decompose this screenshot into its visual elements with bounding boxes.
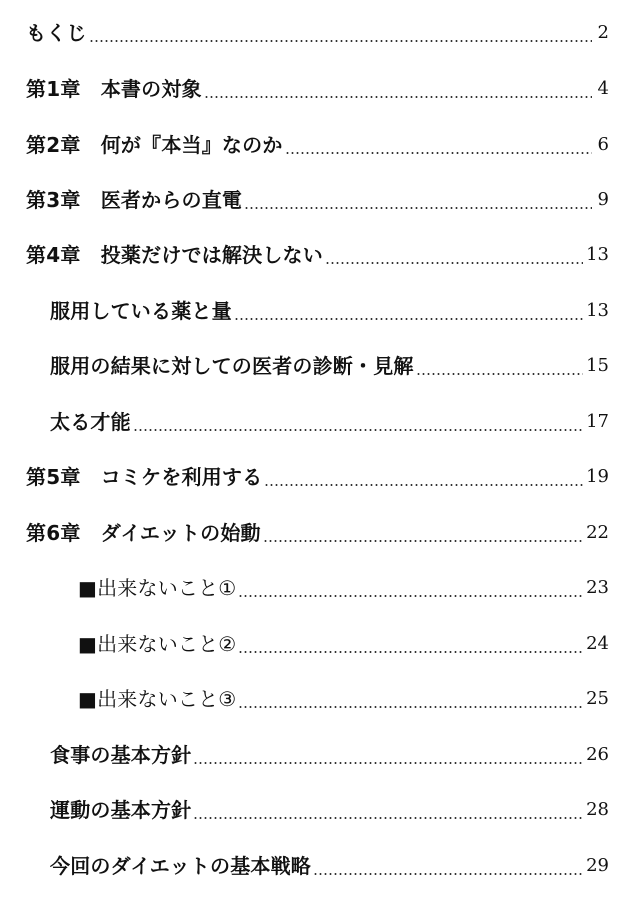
toc-entry-title: ■出来ないこと② — [78, 632, 237, 656]
toc-entry-page: 26 — [586, 744, 609, 765]
toc-entry-title: 運動の基本方針 — [50, 798, 192, 822]
dot-leader — [204, 96, 592, 98]
toc-entry-page: 13 — [586, 300, 609, 321]
toc-entry-title: 服用している薬と量 — [50, 299, 232, 323]
toc-entry[interactable] — [0, 737, 609, 773]
dot-leader — [313, 873, 583, 875]
toc-entry[interactable] — [0, 348, 609, 384]
dot-leader — [285, 152, 592, 154]
toc-entry-page: 9 — [597, 189, 609, 210]
toc-entry-title: 太る才能 — [50, 410, 131, 434]
toc-entry[interactable] — [0, 792, 609, 828]
dot-leader — [238, 595, 583, 597]
toc-entry-title: 第5章 コミケを利用する — [26, 465, 263, 489]
toc-entry-page: 6 — [597, 134, 609, 155]
toc-entry[interactable] — [0, 404, 609, 440]
toc-entry[interactable] — [0, 15, 609, 51]
toc-entry[interactable] — [0, 570, 609, 606]
toc-entry-page: 4 — [597, 78, 609, 99]
dot-leader — [244, 207, 592, 209]
dot-leader — [133, 429, 583, 431]
toc-entry[interactable] — [0, 681, 609, 717]
toc-entry-title: 第1章 本書の対象 — [26, 77, 202, 101]
toc-entry-title: 今回のダイエットの基本戦略 — [50, 854, 311, 878]
toc-entry-page: 25 — [586, 688, 609, 709]
toc-entry-title: 第3章 医者からの直電 — [26, 188, 243, 212]
dot-leader — [238, 706, 583, 708]
toc-entry-title: ■出来ないこと① — [78, 576, 237, 600]
dot-leader — [263, 540, 583, 542]
toc-entry-title: ■出来ないこと③ — [78, 687, 237, 711]
toc-entry-page: 23 — [586, 577, 609, 598]
dot-leader — [193, 817, 583, 819]
toc-entry-page: 22 — [586, 522, 609, 543]
toc-entry[interactable] — [0, 237, 609, 273]
dot-leader — [89, 40, 592, 42]
toc-entry-page: 17 — [586, 411, 609, 432]
toc-entry-title: もくじ — [26, 21, 87, 45]
toc-entry[interactable] — [0, 848, 609, 884]
toc-entry-page: 13 — [586, 244, 609, 265]
toc-entry-page: 28 — [586, 799, 609, 820]
toc-entry-page: 19 — [586, 466, 609, 487]
toc-entry-page: 29 — [586, 855, 609, 876]
dot-leader — [325, 262, 583, 264]
toc-entry-page: 15 — [586, 355, 609, 376]
toc-entry[interactable] — [0, 127, 609, 163]
toc-entry[interactable] — [0, 459, 609, 495]
dot-leader — [238, 651, 583, 653]
dot-leader — [193, 762, 583, 764]
dot-leader — [416, 373, 583, 375]
toc-entry[interactable] — [0, 293, 609, 329]
toc-entry-title: 第4章 投薬だけでは解決しない — [26, 243, 323, 267]
toc-entry[interactable] — [0, 626, 609, 662]
toc-entry-page: 2 — [597, 22, 609, 43]
dot-leader — [264, 484, 583, 486]
toc-entry[interactable] — [0, 71, 609, 107]
toc-entry-title: 第6章 ダイエットの始動 — [26, 521, 261, 545]
dot-leader — [234, 318, 583, 320]
toc-entry[interactable] — [0, 515, 609, 551]
toc-entry-page: 24 — [586, 633, 609, 654]
toc-entry-title: 食事の基本方針 — [50, 743, 192, 767]
toc-entry-title: 第2章 何が『本当』なのか — [26, 133, 283, 157]
toc-entry-title: 服用の結果に対しての医者の診断・見解 — [50, 354, 414, 378]
toc-entry[interactable] — [0, 182, 609, 218]
